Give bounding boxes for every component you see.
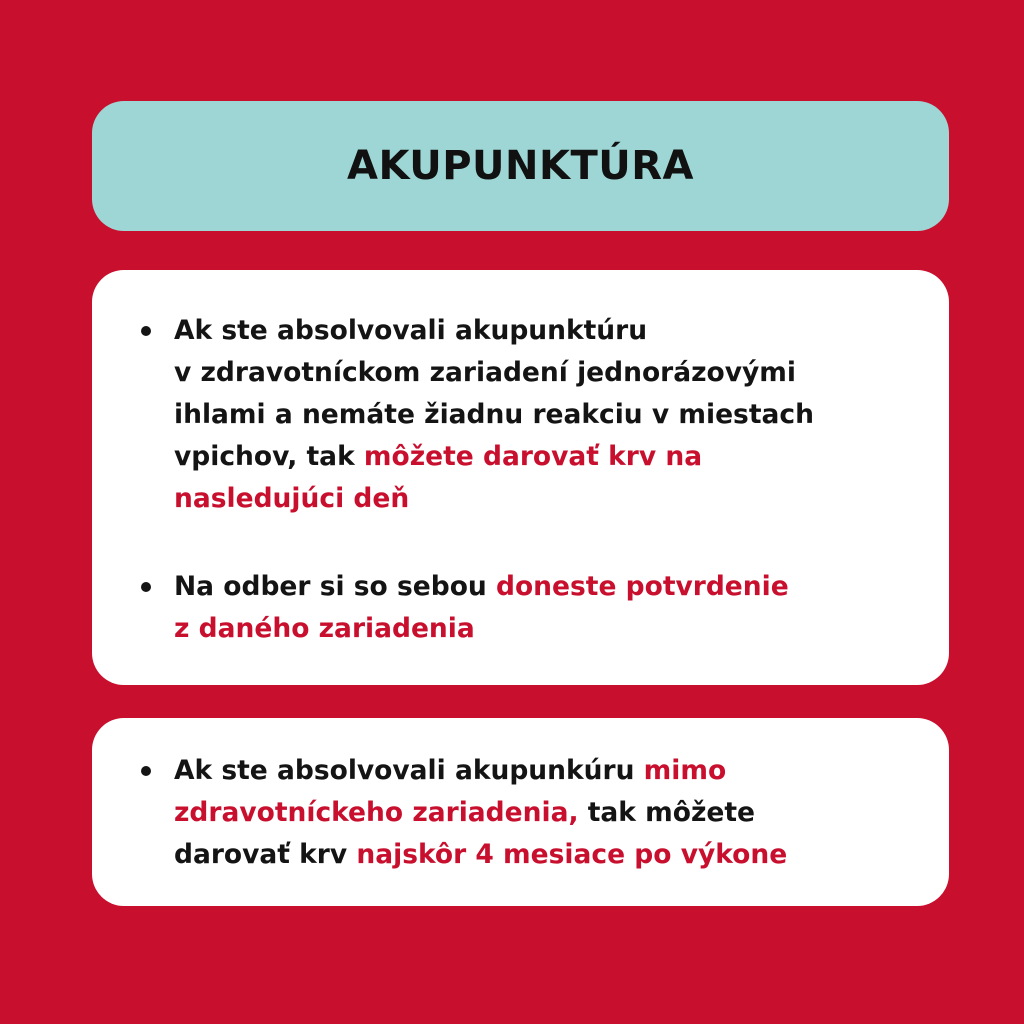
info-card-clinic — [92, 270, 949, 685]
bullet-text-line: ihlami a nemáte žiadnu reakciu v miestach — [174, 399, 814, 430]
bullet-text-line: tak môžete — [578, 797, 755, 828]
highlight-text: nasledujúci deň — [174, 483, 410, 514]
bullet-dot-icon — [141, 766, 151, 776]
highlight-text: mimo — [643, 755, 727, 786]
highlight-text: môžete darovať krv na — [363, 441, 703, 472]
bullet-outside-clinic-acupuncture — [174, 750, 919, 876]
bullet-dot-icon — [141, 326, 151, 336]
highlight-text: z daného zariadenia — [174, 613, 475, 644]
bullet-text-line: v zdravotníckom zariadení jednorázovými — [174, 357, 796, 388]
bullet-dot-icon — [141, 582, 151, 592]
bullet-text-line: vpichov, tak — [174, 441, 364, 472]
highlight-text: doneste potvrdenie — [496, 571, 789, 602]
bullet-bring-confirmation — [174, 566, 919, 650]
bullet-text-line: darovať krv — [174, 839, 357, 870]
bullet-text-line: Ak ste absolvovali akupunkúru — [174, 755, 644, 786]
highlight-text: najskôr 4 mesiace po výkone — [356, 839, 788, 870]
bullet-clinic-acupuncture — [174, 310, 919, 520]
bullet-text-line: Na odber si so sebou — [174, 571, 496, 602]
info-card-outside-clinic — [92, 718, 949, 906]
title-banner — [92, 101, 949, 231]
bullet-text-line: Ak ste absolvovali akupunktúru — [174, 315, 648, 346]
page-title: AKUPUNKTÚRA — [346, 143, 695, 189]
highlight-text: zdravotníckeho zariadenia, — [174, 797, 579, 828]
